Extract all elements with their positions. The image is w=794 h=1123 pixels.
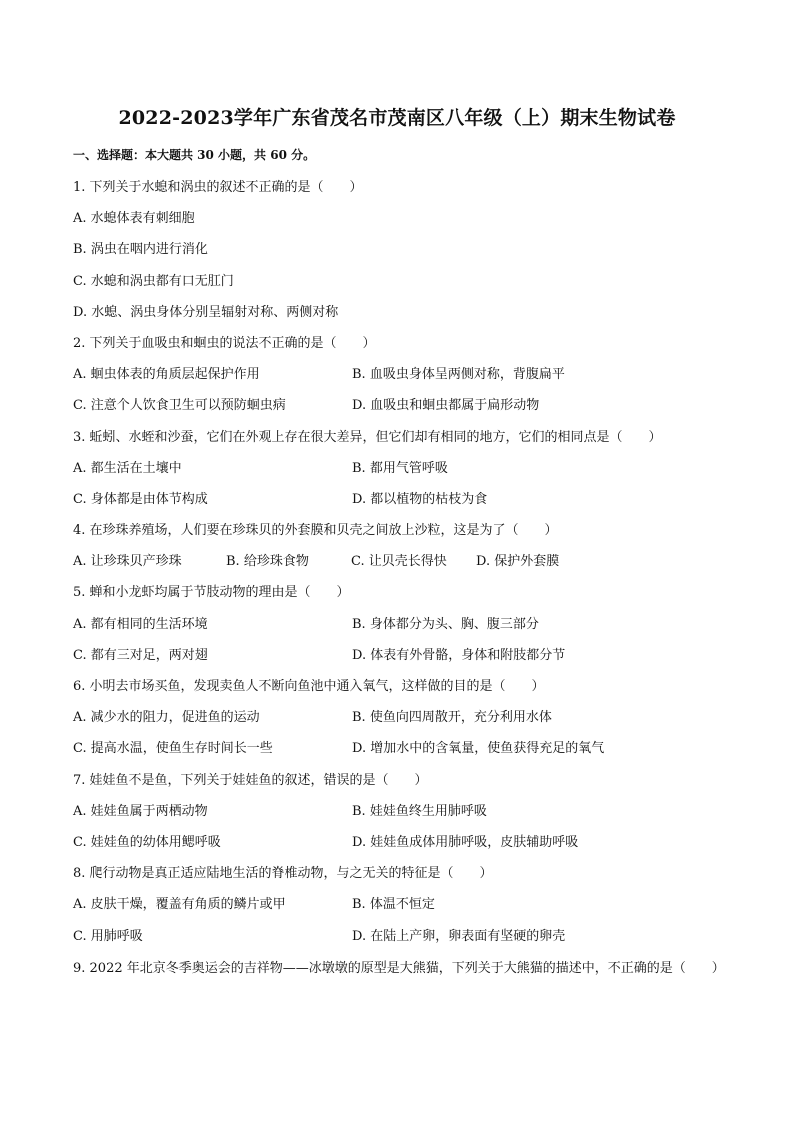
q3-option-b: B. 都用气管呼吸 [352, 460, 448, 476]
q1-option-c: C. 水螅和涡虫都有口无肛门 [73, 273, 234, 289]
q7-option-b: B. 娃娃鱼终生用肺呼吸 [352, 803, 487, 819]
q1-option-b: B. 涡虫在咽内进行消化 [73, 242, 208, 258]
question-2: 2. 下列关于血吸虫和蛔虫的说法不正确的是（ ） [73, 335, 376, 351]
question-3: 3. 蚯蚓、水蛭和沙蚕，它们在外观上存在很大差异，但它们却有相同的地方，它们的相同点是（ ） [73, 429, 662, 445]
q6-option-d: D. 增加水中的含氧量，使鱼获得充足的氧气 [352, 741, 605, 757]
q4-option-d: D. 保护外套膜 [476, 554, 560, 570]
q6-options-row-1 [73, 702, 723, 733]
q2-option-a: A. 蛔虫体表的角质层起保护作用 [73, 367, 260, 383]
q8-option-d: D. 在陆上产卵，卵表面有坚硬的卵壳 [352, 928, 566, 944]
q5-option-c: C. 都有三对足，两对翅 [73, 647, 208, 663]
q8-options-row-2 [73, 921, 723, 952]
q2-options-row-2 [73, 390, 723, 421]
q6-option-a: A. 减少水的阻力，促进鱼的运动 [73, 710, 260, 726]
question-list [73, 172, 723, 982]
q8-option-a: A. 皮肤干燥，覆盖有角质的鳞片或甲 [73, 897, 286, 913]
q7-option-a: A. 娃娃鱼属于两栖动物 [73, 803, 208, 819]
q8-option-c: C. 用肺呼吸 [73, 928, 143, 944]
q3-option-c: C. 身体都是由体节构成 [73, 491, 208, 507]
q2-option-d: D. 血吸虫和蛔虫都属于扁形动物 [352, 398, 540, 414]
q3-option-a: A. 都生活在土壤中 [73, 460, 182, 476]
q7-options-row-2 [73, 827, 723, 858]
q5-option-d: D. 体表有外骨骼，身体和附肢都分节 [352, 647, 566, 663]
q6-option-b: B. 使鱼向四周散开，充分利用水体 [352, 710, 552, 726]
q2-option-b: B. 血吸虫身体呈两侧对称，背腹扁平 [352, 367, 565, 383]
question-5: 5. 蝉和小龙虾均属于节肢动物的理由是（ ） [73, 585, 350, 601]
q4-options-row [73, 546, 723, 577]
question-7: 7. 娃娃鱼不是鱼，下列关于娃娃鱼的叙述，错误的是（ ） [73, 772, 428, 788]
question-4: 4. 在珍珠养殖场，人们要在珍珠贝的外套膜和贝壳之间放上沙粒，这是为了（ ） [73, 523, 558, 539]
exam-title: 2022-2023学年广东省茂名市茂南区八年级（上）期末生物试卷 [118, 107, 676, 129]
section-heading: 一、选择题：本大题共 30 小题，共 60 分。 [73, 148, 316, 162]
q2-options-row-1 [73, 359, 723, 390]
q5-options-row-2 [73, 640, 723, 671]
q5-options-row-1 [73, 609, 723, 640]
q3-options-row-1 [73, 453, 723, 484]
q6-option-c: C. 提高水温，使鱼生存时间长一些 [73, 741, 273, 757]
q5-option-b: B. 身体都分为头、胸、腹三部分 [352, 616, 539, 632]
question-1: 1. 下列关于水螅和涡虫的叙述不正确的是（ ） [73, 180, 363, 195]
q4-option-b: B. 给珍珠食物 [226, 554, 309, 570]
question-6: 6. 小明去市场买鱼，发现卖鱼人不断向鱼池中通入氧气，这样做的目的是（ ） [73, 679, 545, 694]
q4-option-a: A. 让珍珠贝产珍珠 [73, 554, 182, 570]
q7-option-c: C. 娃娃鱼的幼体用鳃呼吸 [73, 834, 221, 850]
q6-options-row-2 [73, 733, 723, 764]
q8-options-row-1 [73, 889, 723, 920]
q3-options-row-2 [73, 484, 723, 515]
q8-option-b: B. 体温不恒定 [352, 897, 435, 913]
q3-option-d: D. 都以植物的枯枝为食 [352, 491, 488, 507]
q5-option-a: A. 都有相同的生活环境 [73, 616, 208, 632]
q2-option-c: C. 注意个人饮食卫生可以预防蛔虫病 [73, 398, 286, 414]
q1-option-d: D. 水螅、涡虫身体分别呈辐射对称、两侧对称 [73, 304, 339, 320]
q4-option-c: C. 让贝壳长得快 [351, 554, 447, 570]
question-8: 8. 爬行动物是真正适应陆地生活的脊椎动物，与之无关的特征是（ ） [73, 866, 493, 882]
q1-option-a: A. 水螅体表有刺细胞 [73, 211, 195, 227]
question-9: 9. 2022 年北京冬季奥运会的吉祥物——冰墩墩的原型是大熊猫，下列关于大熊猫的描述中，不正确的是（ ） [73, 960, 725, 976]
q7-options-row-1 [73, 796, 723, 827]
q7-option-d: D. 娃娃鱼成体用肺呼吸，皮肤辅助呼吸 [352, 834, 579, 850]
